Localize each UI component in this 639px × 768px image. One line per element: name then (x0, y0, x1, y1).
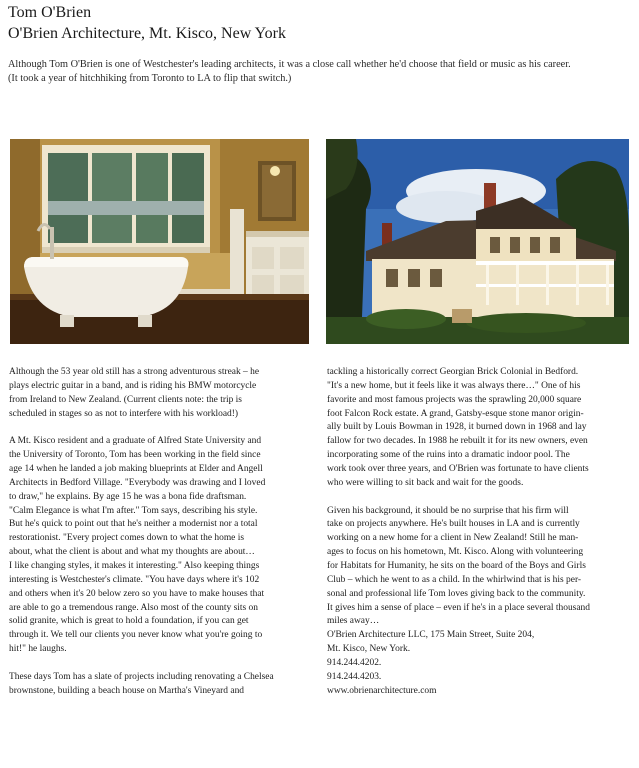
article-line: sonal and professional life Tom loves giving back to the community. (327, 588, 586, 599)
article-line: are able to go a tremendous range. Also most of the county sits on (9, 602, 258, 613)
article-line: tackling a historically correct Georgian Brick Colonial in Bedford. (327, 367, 579, 377)
article-line: favorite and most famous projects was the sprawling 20,000 square (327, 394, 582, 405)
article-line: foot Falcon Rock estate. A grand, Gatsby-esque stone manor origin- (327, 408, 584, 419)
article-line: miles away… (327, 616, 380, 627)
article-line: fallow for two decades. In 1988 he rebuilt it for its new owners, even (327, 436, 588, 447)
article-line: A Mt. Kisco resident and a graduate of Alfred State University and (9, 436, 262, 447)
article-line: ally built by Louis Bowman in 1928, it burned down in 1968 and lay (327, 422, 587, 433)
article-line: O'Brien Architecture LLC, 175 Main Street, Suite 204, (327, 630, 535, 641)
article-line: from Ireland to New Zealand. (Current clients note: the trip is (9, 394, 242, 405)
article-line: Mt. Kisco, New York. (327, 644, 411, 655)
article-line: "Calm Elegance is what I'm after." Tom says, describing his style. (9, 505, 258, 516)
article-line: for Habitats for Humanity, he sits on the board of the Boys and Girls (327, 560, 586, 571)
article-line: interesting is Westchester's climate. "You have days where it's 102 (9, 574, 260, 585)
article-line: to draw," he explains. By age 15 he was a bona fide draftsman. (9, 491, 247, 502)
article-line: Although the 53 year old still has a strong adventurous streak – he (9, 367, 260, 377)
article-line: 914.244.4202. (327, 657, 382, 668)
article-line: who were willing to sit back and wait for the goods. (327, 477, 524, 488)
article-line: scheduled in stages so as not to interfere with his workload!) (9, 408, 239, 419)
article-title-firm: O'Brien Architecture, Mt. Kisco, New York (8, 25, 286, 42)
article-line: "It's a new home, but it feels like it was always there…" One of his (327, 380, 581, 391)
article-line: www.obrienarchitecture.com (327, 685, 437, 696)
intro-line: Although Tom O'Brien is one of Westchester's leading architects, it was a close call whether he'd choose that field or music as his career. (8, 59, 571, 70)
article-line: take on projects anywhere. He's built houses in LA and is currently (327, 519, 580, 530)
article-line: solid granite, which is great to hold a foundation, if you can get (9, 616, 249, 627)
article-line: the University of Toronto, Tom has been working in the field since (9, 450, 261, 461)
paragraph-gap (327, 491, 632, 505)
article-line: It gives him a sense of place – even if he's in a place several thousand (327, 602, 590, 613)
house-photo (326, 139, 629, 344)
article-line: work took over three years, and O'Brien was fortunate to have clients (327, 463, 589, 474)
article-line: But he's quick to point out that he's neither a modernist nor a total (9, 519, 258, 530)
article-line: incorporating some of the ruins into a dramatic indoor pool. The (327, 450, 570, 461)
intro-paragraph (8, 58, 633, 86)
article-title-name: Tom O'Brien (8, 4, 92, 21)
bathroom-photo (10, 139, 309, 344)
article-line: age 14 when he landed a job making blueprints at Elder and Angell (9, 464, 263, 475)
article-line: hit!" he laughs. (9, 644, 67, 655)
article-line: Club – which he went to as a child. In the whirlwind that is his per- (327, 574, 582, 585)
article-line: working on a new home for a client in New Zealand! Still he man- (327, 533, 579, 544)
article-line: I like changing styles, it makes it interesting." Also keeping things (9, 560, 260, 571)
article-line: These days Tom has a slate of projects including renovating a Chelsea (9, 671, 274, 682)
article-line: 914.244.4203. (327, 671, 382, 682)
bathroom-illustration (10, 139, 309, 344)
article-line: through it. We tell our clients you never know what you're going to (9, 630, 263, 641)
house-illustration (326, 139, 629, 344)
paragraph-gap (9, 421, 314, 435)
article-line: restorationist. "Every project comes down to what the home is (9, 533, 245, 544)
right-article-column (327, 366, 632, 698)
article-line: about, what the client is about and what my thoughts are about… (9, 547, 255, 558)
intro-line: (It took a year of hitchhiking from Toronto to LA to flip that switch.) (8, 73, 292, 84)
article-line: and others when it's 20 below zero so you have to make houses that (9, 588, 265, 599)
paragraph-gap (9, 657, 314, 671)
article-line: plays electric guitar in a band, and is riding his BMW motorcycle (9, 380, 257, 391)
left-article-column (9, 366, 314, 699)
article-line: Given his background, it should be no surprise that his firm will (327, 505, 569, 516)
article-line: brownstone, building a beach house on Martha's Vineyard and (9, 685, 245, 696)
article-line: Architects in Bedford Village. "Everybody was drawing and I loved (9, 477, 266, 488)
article-line: ages to focus on his hometown, Mt. Kisco. Along with volunteering (327, 547, 584, 558)
